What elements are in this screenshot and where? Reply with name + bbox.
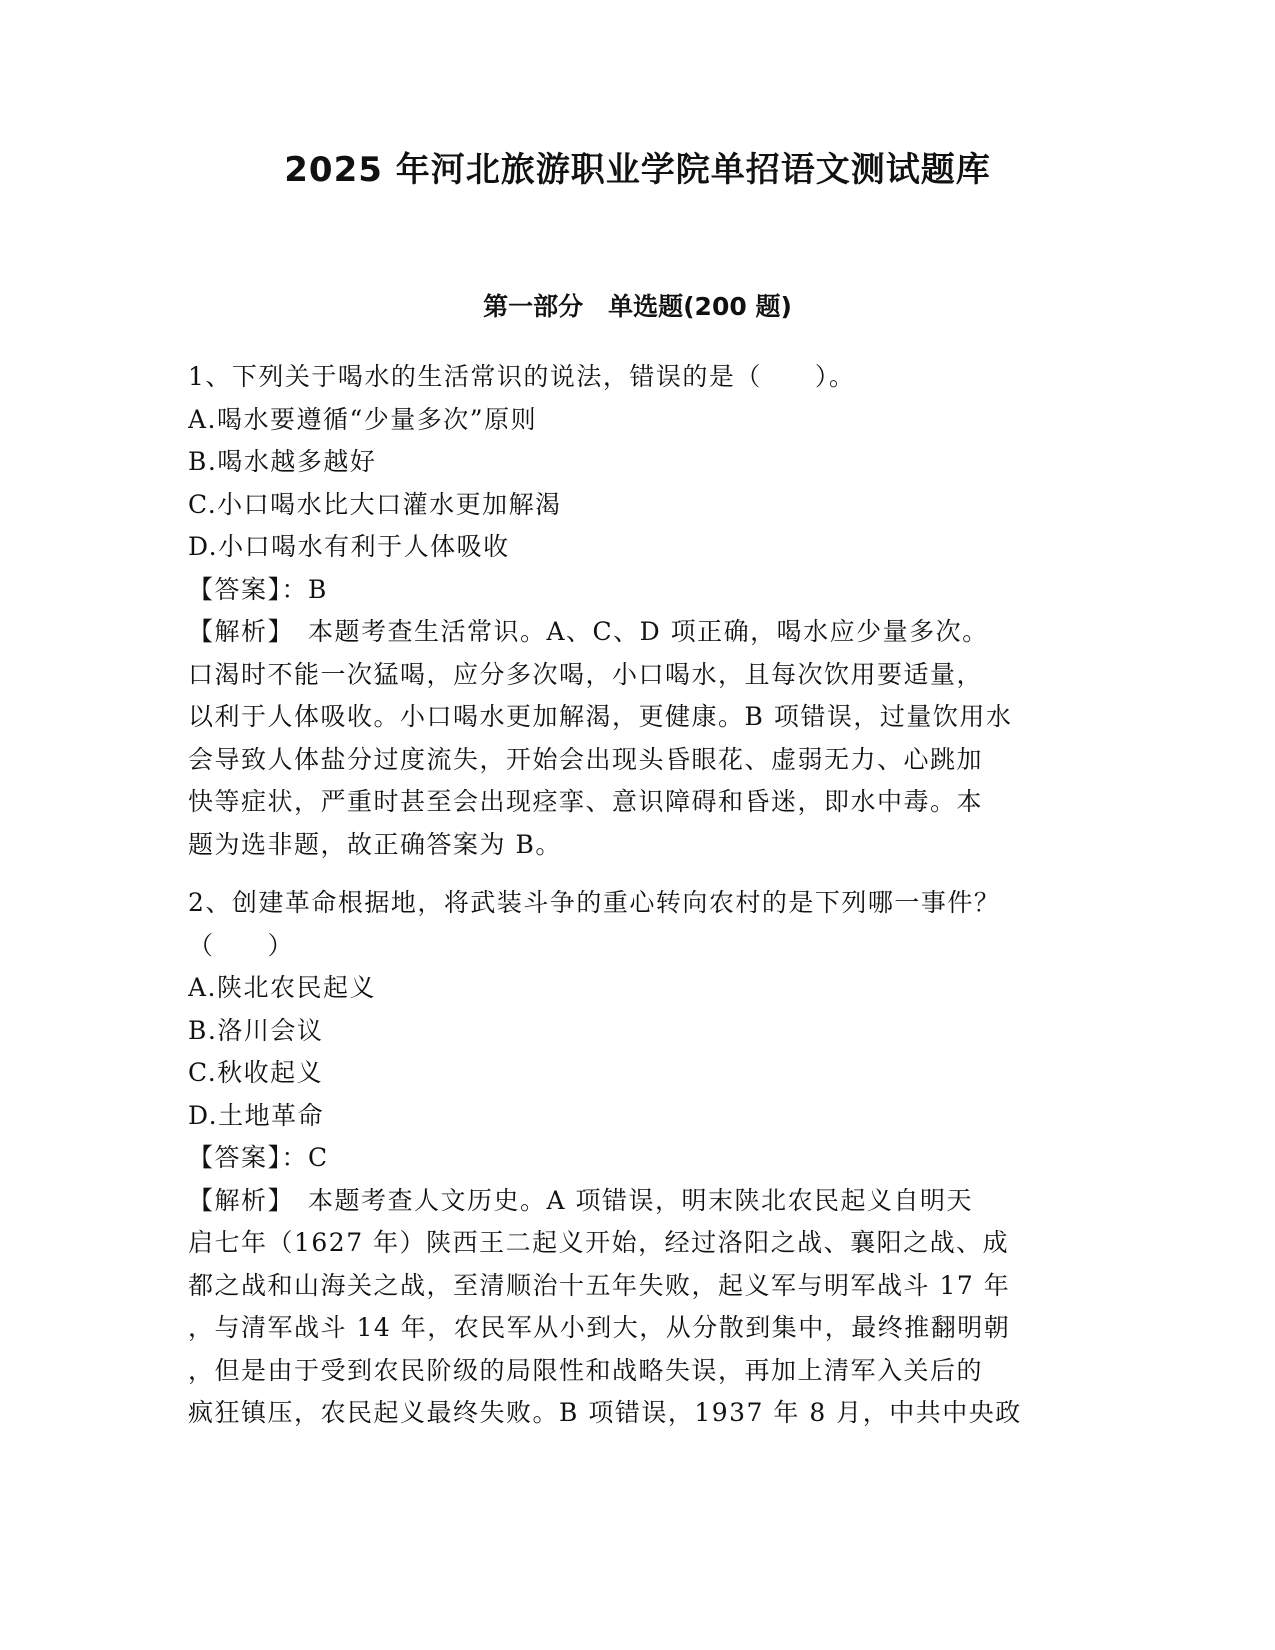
question-stem: 2、创建革命根据地，将武装斗争的重心转向农村的是下列哪一事件？ — [188, 888, 1001, 917]
option-c: C.小口喝水比大口灌水更加解渴 — [188, 489, 562, 519]
analysis-line: 【解析】 本题考查生活常识。A、C、D 项正确，喝水应少量多次。 — [188, 617, 989, 646]
document-title: 2025 年河北旅游职业学院单招语文测试题库 — [284, 150, 991, 190]
question-spacer — [188, 866, 1086, 882]
answer-line: 【答案】：C — [188, 1143, 329, 1172]
question-list — [188, 356, 1086, 1435]
option-b: B.喝水越多越好 — [188, 447, 377, 476]
analysis-line: 口渴时不能一次猛喝，应分多次喝，小口喝水，且每次饮用要适量， — [188, 659, 984, 689]
analysis-line: 快等症状，严重时甚至会出现痉挛、意识障碍和昏迷，即水中毒。本 — [188, 787, 984, 816]
option-b: B.洛川会议 — [188, 1015, 324, 1045]
analysis-line: ，但是由于受到农民阶级的局限性和战略失误，再加上清军入关后的 — [188, 1355, 984, 1385]
question-stem: （ ） — [188, 930, 295, 960]
analysis-line: 题为选非题，故正确答案为 B。 — [188, 829, 562, 859]
analysis-line: 疯狂镇压，农民起义最终失败。B 项错误，1937 年 8 月，中共中央政 — [188, 1398, 1022, 1427]
question-stem: 1、下列关于喝水的生活常识的说法，错误的是（ ）。 — [188, 362, 856, 391]
option-d: D.土地革命 — [188, 1100, 325, 1130]
analysis-line: 都之战和山海关之战，至清顺治十五年失败，起义军与明军战斗 17 年 — [188, 1270, 1011, 1300]
analysis-line: 以利于人体吸收。小口喝水更加解渴，更健康。B 项错误，过量饮用水 — [188, 702, 1013, 731]
question-2 — [188, 882, 1086, 1435]
analysis-line: 启七年（1627 年）陕西王二起义开始，经过洛阳之战、襄阳之战、成 — [188, 1228, 1010, 1257]
question-1 — [188, 356, 1086, 866]
section-title: 第一部分 单选题(200 题) — [483, 292, 792, 321]
analysis-line: 会导致人体盐分过度流失，开始会出现头昏眼花、虚弱无力、心跳加 — [188, 744, 984, 774]
analysis-line: 【解析】 本题考查人文历史。A 项错误，明末陕北农民起义自明天 — [188, 1185, 974, 1215]
analysis-line: ，与清军战斗 14 年，农民军从小到大，从分散到集中，最终推翻明朝 — [188, 1313, 1011, 1342]
option-a: A.陕北农民起义 — [188, 973, 377, 1002]
option-d: D.小口喝水有利于人体吸收 — [188, 532, 510, 561]
option-c: C.秋收起义 — [188, 1058, 324, 1087]
answer-line: 【答案】：B — [188, 574, 328, 604]
option-a: A.喝水要遵循“少量多次”原则 — [188, 404, 538, 434]
